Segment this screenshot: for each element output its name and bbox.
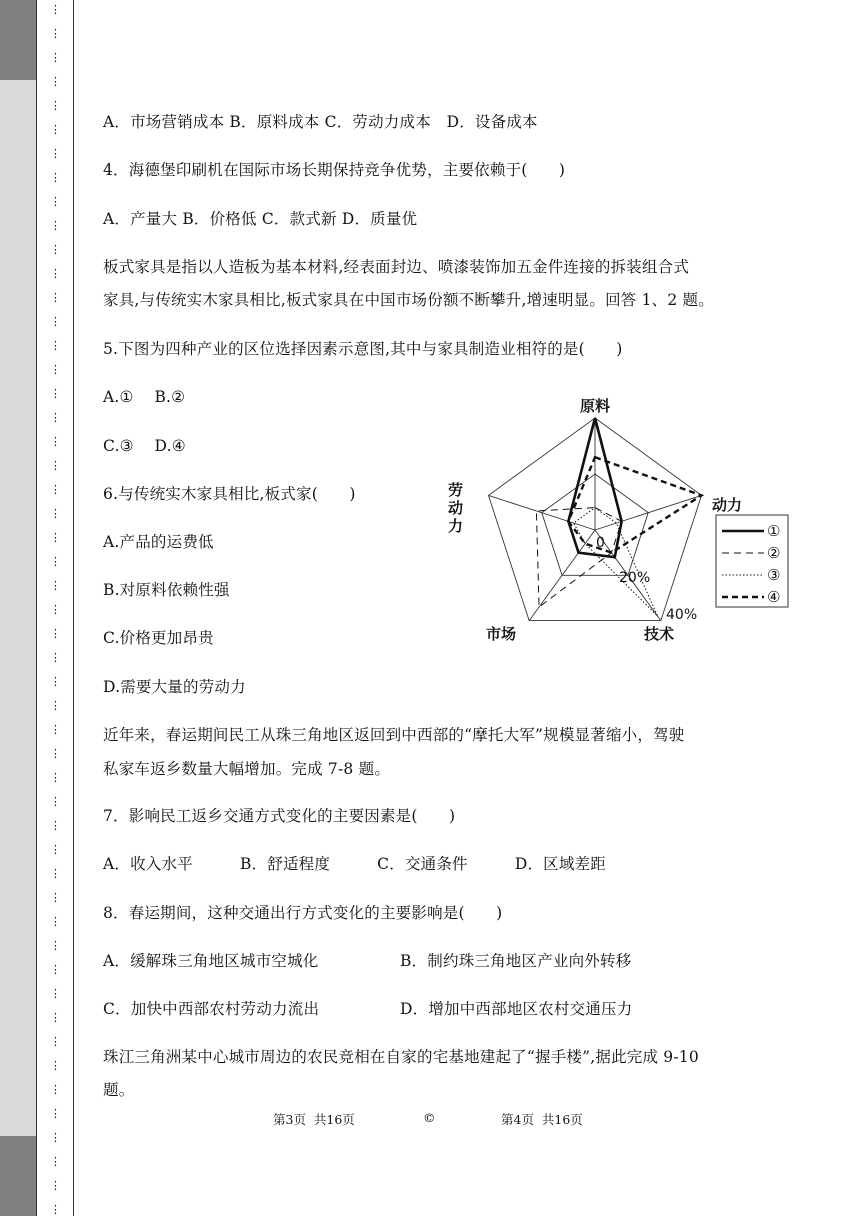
footer-page-left: 第3页 共16页 (273, 1112, 355, 1127)
binding-dots: ⋮ (50, 723, 61, 736)
binding-dots: ⋮ (50, 795, 61, 808)
binding-dots: ⋮ (50, 1083, 61, 1096)
binding-dots: ⋮ (50, 3, 61, 16)
binding-dots: ⋮ (50, 99, 61, 112)
binding-dots: ⋮ (50, 867, 61, 880)
q6-option-c: C.价格更加昂贵 (103, 629, 214, 647)
binding-dots: ⋮ (50, 1179, 61, 1192)
q8-option-d: D．增加中西部地区农村交通压力 (400, 1000, 633, 1018)
binding-dots: ⋮ (50, 819, 61, 832)
q8-option-a: A．缓解珠三角地区城市空城化 (103, 952, 319, 970)
binding-dots: ⋮ (50, 291, 61, 304)
binding-dots: ⋮ (50, 579, 61, 592)
legend-label: ③ (767, 566, 781, 584)
radar-series-④ (568, 457, 701, 552)
radar-series-group (536, 418, 701, 616)
binding-dots: ⋮ (50, 915, 61, 928)
passage1-line1: 板式家具是指以人造板为基本材料,经表面封边、喷漆装饰加五金件连接的拆装组合式 (103, 258, 690, 276)
q8-stem: 8．春运期间，这种交通出行方式变化的主要影响是( ) (103, 904, 503, 922)
binding-dots: ⋮ (50, 963, 61, 976)
binding-margin-edge (36, 0, 37, 1216)
passage3-line2: 题。 (103, 1081, 135, 1099)
binding-dots: ⋮ (50, 1155, 61, 1168)
binding-dots: ⋮ (50, 123, 61, 136)
binding-dots: ⋮ (50, 1107, 61, 1120)
binding-dots: ⋮ (50, 1035, 61, 1048)
q8-option-c: C．加快中西部农村劳动力流出 (103, 1000, 320, 1018)
q3-options: A．市场营销成本 B．原料成本 C．劳动力成本 D．设备成本 (103, 113, 538, 131)
legend-label: ④ (767, 588, 781, 606)
radar-axis-label: 原料 (580, 397, 611, 415)
binding-dots: ⋮ (50, 171, 61, 184)
binding-dots: ⋮ (50, 315, 61, 328)
legend-label: ② (767, 544, 781, 562)
binding-dots: ⋮ (50, 555, 61, 568)
binding-line-border (73, 0, 74, 1216)
binding-dots: ⋮ (50, 843, 61, 856)
radar-axis-label: 劳 (448, 481, 464, 499)
binding-dots: ⋮ (50, 27, 61, 40)
binding-dots: ⋮ (50, 147, 61, 160)
binding-dots: ⋮ (50, 771, 61, 784)
radar-axis-label: 动 (448, 499, 464, 517)
binding-dots: ⋮ (50, 699, 61, 712)
radar-axis-label: 技术 (644, 625, 675, 643)
binding-dots: ⋮ (50, 435, 61, 448)
binding-margin-bottom-block (0, 1136, 36, 1216)
binding-dots: ⋮ (50, 459, 61, 472)
binding-dots: ⋮ (50, 987, 61, 1000)
radar-axis-label: 动力 (712, 496, 743, 514)
binding-margin-strip (0, 0, 36, 1216)
binding-dots: ⋮ (50, 195, 61, 208)
q7-stem: 7．影响民工返乡交通方式变化的主要因素是( ) (103, 807, 456, 825)
q5-options-cd: C.③ D.④ (103, 437, 186, 455)
passage2-line2: 私家车返乡数量大幅增加。完成 7-8 题。 (103, 760, 391, 778)
binding-margin-top-block (0, 0, 36, 80)
binding-dots: ⋮ (50, 507, 61, 520)
binding-dots: ⋮ (50, 651, 61, 664)
binding-dots: ⋮ (50, 387, 61, 400)
radar-scale-label: 0 (596, 535, 605, 551)
binding-dots: ⋮ (50, 411, 61, 424)
footer-copyright: © (423, 1110, 436, 1125)
q4-options: A．产量大 B．价格低 C．款式新 D．质量优 (103, 210, 418, 228)
binding-dots: ⋮ (50, 1131, 61, 1144)
q5-stem: 5.下图为四种产业的区位选择因素示意图,其中与家具制造业相符的是( ) (103, 340, 623, 358)
radar-scale-label: 20% (619, 570, 651, 586)
radar-scale-label: 40% (666, 607, 698, 623)
binding-dots: ⋮ (50, 219, 61, 232)
binding-seal-column (44, 0, 68, 1216)
q4-stem: 4．海德堡印刷机在国际市场长期保持竞争优势，主要依赖于( ) (103, 161, 566, 179)
passage2-line1: 近年来，春运期间民工从珠三角地区返回到中西部的“摩托大军”规模显著缩小，驾驶 (103, 726, 685, 744)
binding-dots: ⋮ (50, 339, 61, 352)
footer-page-right: 第4页 共16页 (501, 1112, 583, 1127)
q6-option-b: B.对原料依赖性强 (103, 581, 230, 599)
radar-axis-label: 市场 (486, 625, 517, 643)
binding-dots: ⋮ (50, 483, 61, 496)
binding-dots: ⋮ (50, 891, 61, 904)
q8-option-b: B．制约珠三角地区产业向外转移 (400, 952, 632, 970)
binding-dots: ⋮ (50, 75, 61, 88)
binding-dots: ⋮ (50, 627, 61, 640)
location-factor-radar-chart (430, 385, 830, 650)
binding-dots: ⋮ (50, 363, 61, 376)
binding-dots: ⋮ (50, 243, 61, 256)
radar-spoke (488, 495, 595, 530)
legend-label: ① (767, 522, 781, 540)
binding-dots: ⋮ (50, 603, 61, 616)
radar-spoke (595, 495, 702, 530)
binding-dots: ⋮ (50, 1203, 61, 1216)
q7-options: A．收入水平 B．舒适程度 C．交通条件 D．区域差距 (103, 855, 606, 873)
binding-dots: ⋮ (50, 1011, 61, 1024)
q6-stem: 6.与传统实木家具相比,板式家( ) (103, 485, 356, 503)
binding-dots: ⋮ (50, 267, 61, 280)
binding-dots: ⋮ (50, 939, 61, 952)
binding-dots: ⋮ (50, 51, 61, 64)
q5-options-ab: A.① B.② (103, 388, 186, 406)
binding-dots: ⋮ (50, 747, 61, 760)
radar-axis-label: 力 (448, 517, 464, 535)
radar-grid (488, 418, 701, 621)
passage3-line1: 珠江三角洲某中心城市周边的农民竞相在自家的宅基地建起了“握手楼”,据此完成 9-10 (103, 1048, 699, 1066)
binding-dots: ⋮ (50, 1059, 61, 1072)
binding-dots: ⋮ (50, 531, 61, 544)
q6-option-a: A.产品的运费低 (103, 533, 214, 551)
q6-option-d: D.需要大量的劳动力 (103, 678, 246, 696)
passage1-line2: 家具,与传统实木家具相比,板式家具在中国市场份额不断攀升,增速明显。回答 1、2 题。 (103, 291, 714, 309)
binding-dots: ⋮ (50, 675, 61, 688)
radar-legend (716, 515, 788, 607)
